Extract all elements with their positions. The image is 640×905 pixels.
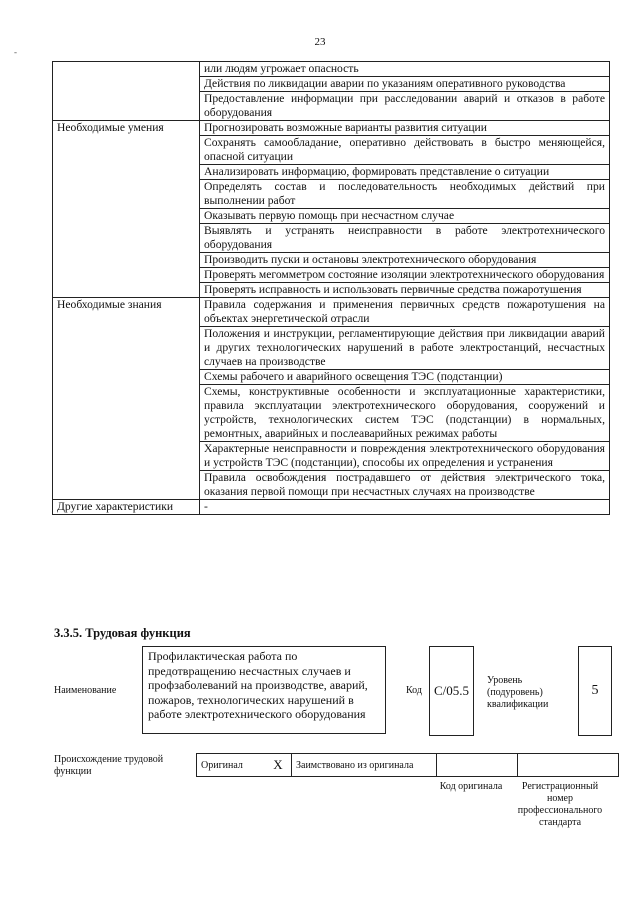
- item-cell: или людям угрожает опасность: [200, 62, 610, 77]
- item-cell: Производить пуски и остановы электротехнического оборудования: [200, 253, 610, 268]
- table-row: [53, 62, 610, 77]
- table-row: [53, 121, 610, 136]
- name-label: Наименование: [54, 685, 117, 696]
- category-cell: Необходимые знания: [53, 298, 200, 500]
- origin-table: [196, 753, 619, 777]
- item-cell: Определять состав и последовательность необходимых действий при выполнении работ: [200, 180, 610, 209]
- origin-code-caption: Код оригинала: [439, 781, 503, 792]
- item-cell: Правила содержания и применения первичных средств пожаротушения на объектах энергетической отрасли: [200, 298, 610, 327]
- item-cell: Сохранять самообладание, оперативно действовать в быстро меняющейся, опасной ситуации: [200, 136, 610, 165]
- category-cell: Необходимые умения: [53, 121, 200, 298]
- item-cell: Проверять мегомметром состояние изоляции электротехнического оборудования: [200, 268, 610, 283]
- competency-table-body: [53, 62, 610, 515]
- code-value: С/05.5: [429, 646, 474, 736]
- page-number: 23: [314, 36, 326, 48]
- item-cell: Оказывать первую помощь при несчастном случае: [200, 209, 610, 224]
- origin-code-cell: [437, 754, 518, 777]
- borrowed-label: Заимствовано из оригинала: [292, 754, 437, 777]
- function-name: Профилактическая работа по предотвращению несчастных случаев и профзаболеваний на производстве, аварий, пожаров, технологических нарушений в работе электротехнического оборудования: [142, 646, 386, 734]
- item-cell: Предоставление информации при расследовании аварий и отказов в работе оборудования: [200, 92, 610, 121]
- item-cell: Положения и инструкции, регламентирующие действия при ликвидации аварий и других технологических нарушений в работе электростанций, несчастных случаев на производстве: [200, 327, 610, 370]
- item-cell: Действия по ликвидации аварии по указаниям оперативного руководства: [200, 77, 610, 92]
- level-value: 5: [578, 646, 612, 736]
- item-cell: Характерные неисправности и повреждения электротехнического оборудования и устройств ТЭС (подстанции), способы их определения и устранения: [200, 442, 610, 471]
- item-cell: Схемы, конструктивные особенности и эксплуатационные характеристики, правила эксплуатации электротехнического оборудования, сооружений и устройств, технологических систем ТЭС (подстанции) в нормальных, ремонтных, аварийных и послеаварийных режимах работы: [200, 385, 610, 442]
- competency-table: [52, 61, 610, 515]
- reg-number-caption: Регистрационный номер профессионального стандарта: [517, 781, 603, 828]
- table-row: [53, 298, 610, 327]
- item-cell: -: [200, 500, 610, 515]
- reg-number-cell: [518, 754, 619, 777]
- item-cell: Выявлять и устранять неисправности в работе электротехнического оборудования: [200, 224, 610, 253]
- original-mark: X: [265, 754, 292, 777]
- code-label: Код: [406, 685, 422, 696]
- item-cell: Анализировать информацию, формировать представление о ситуации: [200, 165, 610, 180]
- original-label: Оригинал: [197, 754, 266, 777]
- category-cell: Другие характеристики: [53, 500, 200, 515]
- level-label: Уровень (подуровень) квалификации: [487, 675, 549, 710]
- section-heading: 3.3.5. Трудовая функция: [54, 626, 191, 640]
- margin-mark: -: [14, 47, 17, 57]
- origin-label: Происхождение трудовой функции: [54, 754, 164, 777]
- item-cell: Правила освобождения пострадавшего от действия электрического тока, оказания первой помощи при несчастных случаях на производстве: [200, 471, 610, 500]
- table-row: [53, 500, 610, 515]
- item-cell: Схемы рабочего и аварийного освещения ТЭС (подстанции): [200, 370, 610, 385]
- item-cell: Проверять исправность и использовать первичные средства пожаротушения: [200, 283, 610, 298]
- item-cell: Прогнозировать возможные варианты развития ситуации: [200, 121, 610, 136]
- category-cell: [53, 62, 200, 121]
